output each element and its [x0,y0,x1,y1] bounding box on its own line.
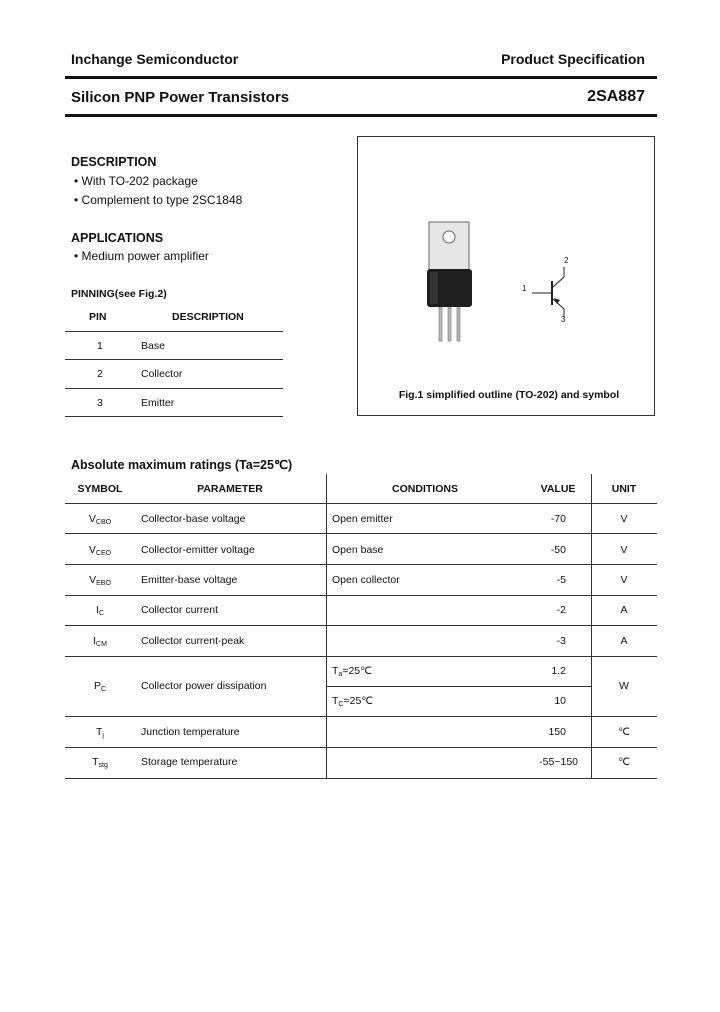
symbol-cell: $V_{CEO}$ [88,544,112,557]
pin-number: 1 [97,340,103,352]
table-rule [65,625,657,626]
unit-cell: V [620,574,628,586]
header-conditions: CONDITIONS [392,483,458,495]
table-rule [65,747,657,748]
applications-title: APPLICATIONS [71,231,164,245]
conditions-cell: $T_C=25℃$ [332,695,374,708]
ratings-title: Absolute maximum ratings (Ta=25℃) [71,458,293,472]
pin-description: Emitter [141,397,175,409]
applications-item: • Medium power amplifier [74,249,209,263]
parameter-cell: Collector current [141,604,219,616]
value-cell: 1.2 [551,665,566,677]
unit-cell: ℃ [618,756,630,768]
header-parameter: PARAMETER [197,483,263,495]
table-rule [65,716,657,717]
parameter-cell: Junction temperature [141,726,240,738]
symbol-cell: $I_C$ [96,604,104,617]
table-column-rule [326,474,327,778]
unit-cell: ℃ [618,726,630,738]
table-rule [65,533,657,534]
table-rule [326,686,591,687]
conditions-cell: Open collector [332,574,400,586]
conditions-cell: Open emitter [332,513,393,525]
part-number: 2SA887 [587,88,645,105]
value-cell: -2 [556,604,566,616]
conditions-cell: Open base [332,544,384,556]
symbol-cell: $T_j$ [96,726,104,739]
parameter-cell: Collector power dissipation [141,680,267,692]
parameter-cell: Storage temperature [141,756,238,768]
symbol-label-base: 1 [522,284,527,293]
doc-type: Product Specification [501,51,645,67]
table-rule [65,656,657,657]
header-value: VALUE [540,483,576,495]
pin-header: PIN [89,311,107,323]
product-line: Silicon PNP Power Transistors [71,89,290,106]
symbol-label-emitter: 3 [561,315,566,324]
table-rule [65,564,657,565]
value-cell: -5 [556,574,566,586]
symbol-cell: $V_{EBO}$ [89,574,111,587]
header-symbol: SYMBOL [77,483,123,495]
value-cell: 150 [548,726,566,738]
company-name: Inchange Semiconductor [71,51,239,67]
figure-caption: Fig.1 simplified outline (TO-202) and symbol [398,389,620,401]
pin-number: 3 [97,397,103,409]
pinning-title: PINNING(see Fig.2) [71,288,167,300]
description-title: DESCRIPTION [71,155,157,169]
conditions-cell: $T_a=25℃$ [332,665,372,678]
symbol-cell: $T_{stg}$ [92,756,108,769]
unit-cell: W [619,680,629,692]
pin-description: Base [141,340,165,352]
pin-number: 2 [97,368,103,380]
unit-cell: V [620,544,628,556]
value-cell: -70 [550,513,566,525]
description-item: • With TO-202 package [74,174,198,188]
table-rule [65,595,657,596]
symbol-cell: $P_C$ [93,680,107,693]
pin-description: Collector [141,368,183,380]
parameter-cell: Collector-emitter voltage [141,544,255,556]
pin-desc-header: DESCRIPTION [172,311,244,323]
value-cell: -50 [550,544,566,556]
description-item: • Complement to type 2SC1848 [74,193,243,207]
value-cell: -3 [556,635,566,647]
value-cell: -55~150 [539,756,578,768]
unit-cell: A [620,635,628,647]
table-rule [65,778,657,779]
symbol-cell: $I_{CM}$ [93,635,107,648]
symbol-cell: $V_{CBO}$ [88,513,112,526]
parameter-cell: Emitter-base voltage [141,574,238,586]
unit-cell: V [620,513,628,525]
parameter-cell: Collector current-peak [141,635,245,647]
unit-cell: A [620,604,628,616]
table-rule [65,503,657,504]
value-cell: 10 [554,695,566,707]
parameter-cell: Collector-base voltage [141,513,246,525]
symbol-label-collector: 2 [564,256,569,265]
header-unit: UNIT [611,483,637,495]
